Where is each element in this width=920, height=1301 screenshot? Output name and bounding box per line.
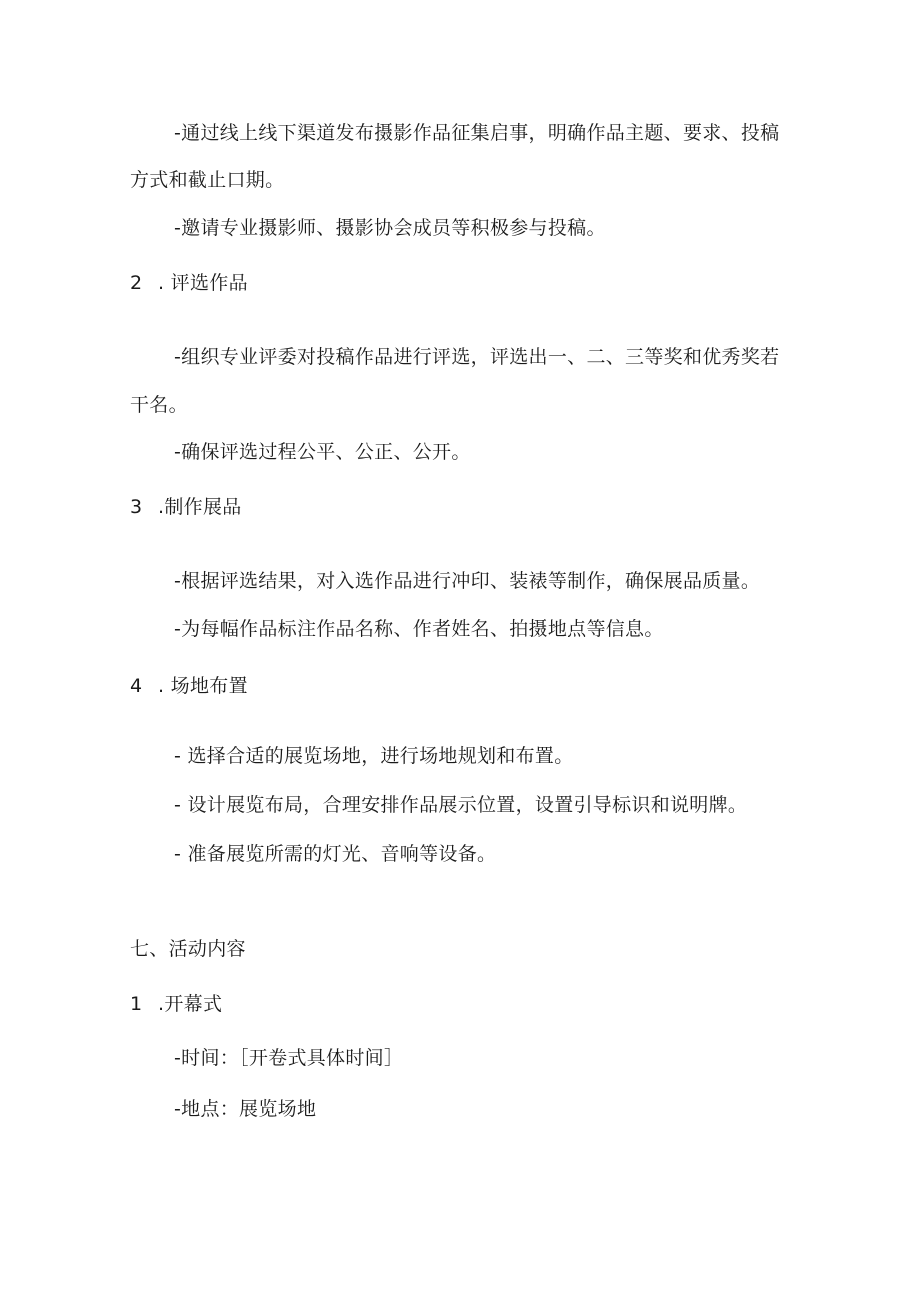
paragraph-line: - 选择合适的展览场地，进行场地规划和布置。 — [174, 745, 574, 767]
section-number: 4 — [130, 675, 143, 697]
paragraph-line: -组织专业评委对投稿作品进行评选，评选出一、二、三等奖和优秀奖若 — [174, 346, 780, 368]
section-heading — [130, 991, 222, 1017]
paragraph-line: -邀请专业摄影师、摄影协会成员等积极参与投稿。 — [174, 217, 606, 239]
chapter-heading: 七、活动内容 — [130, 938, 246, 960]
paragraph-line: -为每幅作品标注作品名称、作者姓名、拍摄地点等信息。 — [174, 618, 664, 640]
paragraph-line: - 设计展览布局，合理安排作品展示位置，设置引导标识和说明牌。 — [174, 794, 748, 816]
paragraph-line: - 准备展览所需的灯光、音响等设备。 — [174, 843, 497, 865]
section-title: .开幕式 — [158, 993, 223, 1015]
section-heading — [130, 270, 248, 296]
section-title: . 场地布置 — [158, 675, 248, 697]
paragraph-line: -根据评选结果，对入选作品进行冲印、装裱等制作，确保展品质量。 — [174, 570, 761, 592]
paragraph-line: 方式和截止口期。 — [130, 169, 285, 191]
section-number: 3 — [130, 496, 143, 518]
paragraph-line: -地点：展览场地 — [174, 1098, 317, 1120]
paragraph-line: -通过线上线下渠道发布摄影作品征集启事，明确作品主题、要求、投稿 — [174, 122, 780, 144]
section-number: 2 — [130, 272, 143, 294]
section-heading — [130, 673, 248, 699]
paragraph-line: 干名。 — [130, 394, 188, 416]
section-title: . 评选作品 — [158, 272, 248, 294]
section-heading — [130, 494, 242, 520]
section-title: .制作展品 — [158, 496, 242, 518]
paragraph-line: -确保评选过程公平、公正、公开。 — [174, 441, 471, 463]
paragraph-line: -时间：［开卷式具体时间］ — [174, 1047, 404, 1069]
section-number: 1 — [130, 993, 143, 1015]
